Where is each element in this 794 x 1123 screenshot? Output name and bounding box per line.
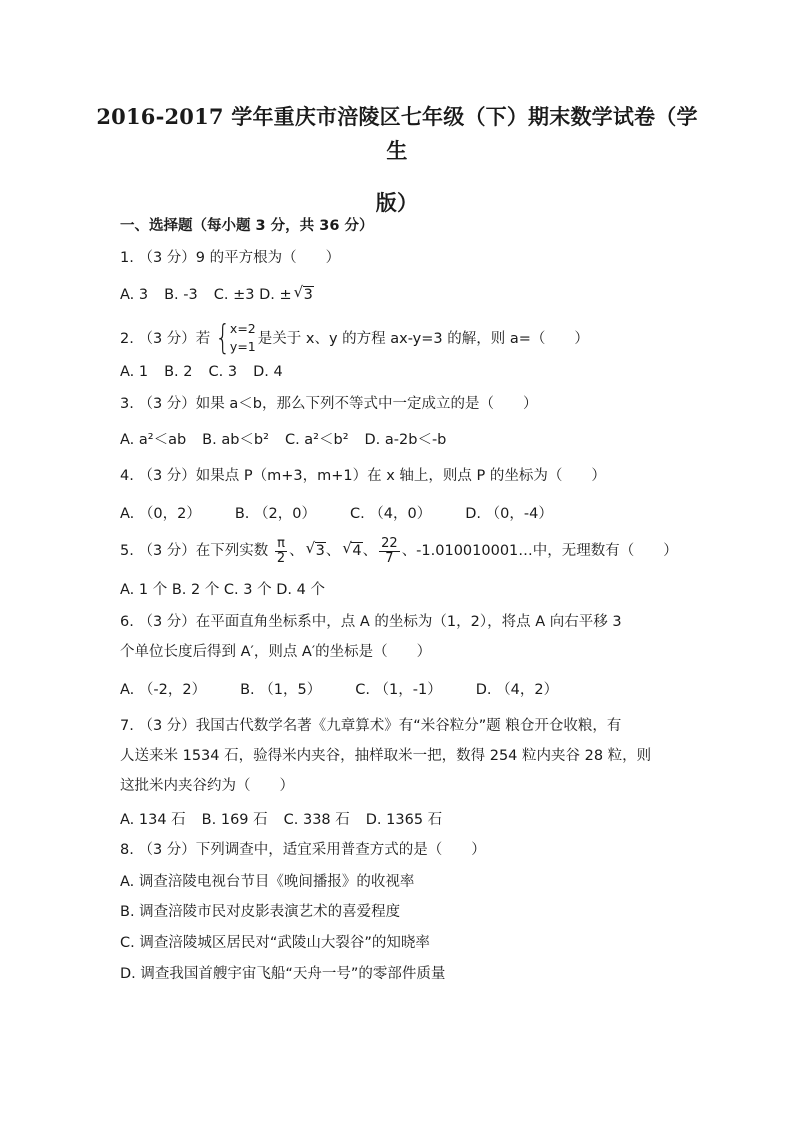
option-c: C. 338 石 [283,812,350,828]
sqrt-radicand: 4 [352,543,362,559]
option-d: D. 4 [253,364,283,380]
option-c: C. （1，-1） [355,682,442,698]
option-d: D. 1365 石 [365,812,443,828]
question-5-stem-end: 、-1.010010001…中，无理数有（ ） [401,543,678,559]
question-8-option-b: B. 调查涪陵市民对皮影表演艺术的喜爱程度 [120,904,401,920]
option-b: B. -3 [164,287,198,303]
sqrt-3: √ 3 [305,539,325,559]
option-c: C. a²＜b² [284,432,349,448]
fraction-denominator: 7 [385,550,394,566]
equation-x: x=2 [229,321,256,336]
question-2 [120,320,589,358]
option-a: A. （-2，2） [120,682,207,698]
option-b: B. 2 [164,364,193,380]
question-1-options [120,285,314,305]
option-c: C. 3 [208,364,238,380]
option-a: A. 3 [120,287,149,303]
question-2-stem-end: 是关于 x、y 的方程 ax-y=3 的解，则 a=（ ） [257,331,589,347]
question-5-options [120,580,325,600]
question-2-stem-start: 2. （3 分）若 [120,331,211,347]
question-3 [120,394,537,414]
question-8: 8. （3 分）下列调查中，适宜采用普查方式的是（ ） [120,842,486,858]
option-a: A. 1 [120,364,149,380]
option-b: B. 169 石 [201,812,268,828]
exam-title [90,100,704,220]
question-5 [120,534,678,568]
question-8-option-c: C. 调查涪陵城区居民对“武陵山大裂谷”的知晓率 [120,935,430,951]
equation-system [212,320,255,358]
option-d: D. （0，-4） [465,506,553,522]
question-5-stem-start: 5. （3 分）在下列实数 [120,543,269,559]
question-7-line-3: 这批米内夹谷约为（ ） [120,778,294,794]
sqrt-radicand: 3 [315,543,325,559]
question-4-stem: 4. （3 分）如果点 P（m+3，m+1）在 x 轴上，则点 P 的坐标为（ ） [120,468,606,484]
sqrt-symbol: √ 3 [293,283,313,303]
question-4-options [120,504,553,524]
option-d: D. ± [259,287,292,303]
sqrt-radicand: 3 [303,287,313,303]
exam-title-line-2: 版） [375,190,419,215]
option-b: B. ab＜b² [202,432,269,448]
option-d: D. （4，2） [475,682,559,698]
equation-y: y=1 [229,339,256,354]
question-8-option-d: D. 调查我国首艘宇宙飞船“天舟一号”的零部件质量 [120,966,446,982]
fraction-denominator: 2 [276,550,286,566]
question-1 [120,248,340,268]
fraction-pi-over-2 [275,537,287,566]
option-a: A. 134 石 [120,812,186,828]
section-heading: 一、选择题（每小题 3 分，共 36 分） [120,218,374,234]
question-7-options [120,810,442,830]
fraction-22-over-7 [379,537,400,566]
question-3-options [120,430,446,450]
left-brace-icon: { [215,318,231,358]
question-1-stem: 1. （3 分）9 的平方根为（ ） [120,250,341,266]
question-6-line-1: 6. （3 分）在平面直角坐标系中，点 A 的坐标为（1，2），将点 A 向右平移 3 [120,614,622,630]
fraction-numerator: 22 [381,535,398,551]
exam-title-line-1: 2016-2017 学年重庆市涪陵区七年级（下）期末数学试卷（学生 [96,104,698,163]
question-3-stem: 3. （3 分）如果 a＜b，那么下列不等式中一定成立的是（ ） [120,396,538,412]
question-2-options [120,362,283,382]
sqrt-4: √ 4 [342,539,362,559]
option-b: B. （1，5） [240,682,322,698]
separator: 、 [325,543,341,559]
question-5-options-text: A. 1 个 B. 2 个 C. 3 个 D. 4 个 [120,582,325,598]
question-6-options [120,680,558,700]
question-6-line-2: 个单位长度后得到 A′，则点 A′的坐标是（ ） [120,644,432,660]
separator: 、 [362,543,378,559]
question-4 [120,466,606,486]
option-d: D. a-2b＜-b [364,432,447,448]
question-7-line-2: 人送来米 1534 石，验得米内夹谷，抽样取米一把，数得 254 粒内夹谷 28 粒，则 [120,748,652,764]
question-8-option-a: A. 调查涪陵电视台节目《晚间播报》的收视率 [120,874,415,890]
question-7-line-1: 7. （3 分）我国古代数学名著《九章算术》有“米谷粒分”题 粮仓开仓收粮，有 [120,718,622,734]
option-a: A. （0，2） [120,506,201,522]
option-c: C. （4，0） [349,506,432,522]
option-a: A. a²＜ab [120,432,187,448]
separator: 、 [289,543,304,559]
option-b: B. （2，0） [234,506,316,522]
option-c: C. ±3 [213,287,255,303]
fraction-numerator: π [275,537,287,552]
